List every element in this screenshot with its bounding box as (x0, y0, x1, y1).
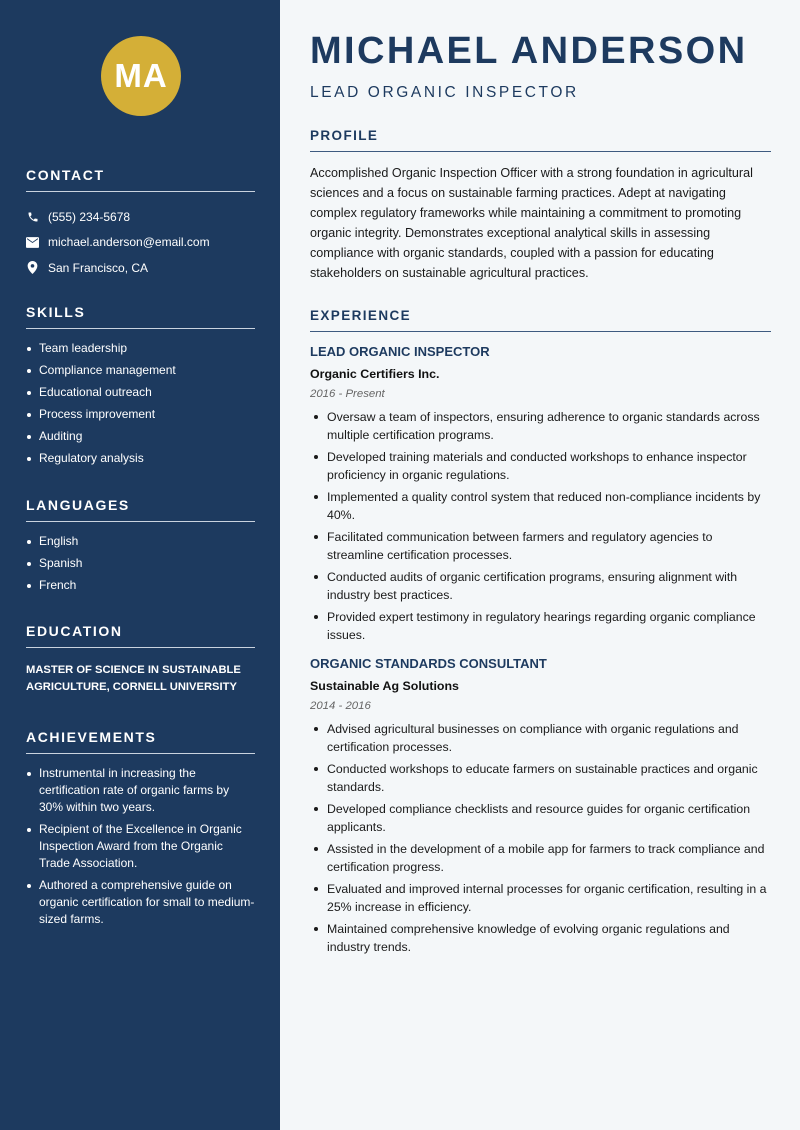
contact-phone-text[interactable]: (555) 234-5678 (48, 209, 131, 224)
language-item: French (26, 577, 255, 594)
contact-location (26, 255, 255, 281)
contact-phone (26, 204, 255, 230)
skill-item: Auditing (26, 428, 255, 445)
skills-list (26, 340, 255, 467)
candidate-name: MICHAEL ANDERSON (310, 30, 748, 72)
skills-heading: SKILLS (26, 304, 255, 329)
achievement-item: Recipient of the Excellence in Organic Inspection Award from the Organic Trade Association. (26, 821, 255, 872)
language-item: English (26, 533, 255, 550)
profile-section (310, 128, 771, 283)
location-icon (26, 261, 39, 274)
languages-heading: LANGUAGES (26, 497, 255, 522)
candidate-title: LEAD ORGANIC INSPECTOR (310, 84, 579, 101)
job-bullet: Conducted workshops to educate farmers on sustainable practices and organic standards. (310, 760, 771, 796)
job-title: LEAD ORGANIC INSPECTOR (310, 344, 490, 359)
job-company: Sustainable Ag Solutions (310, 679, 459, 693)
job-bullet: Assisted in the development of a mobile app for farmers to track compliance and certification progress. (310, 840, 771, 876)
achievements-list (26, 765, 255, 928)
language-item: Spanish (26, 555, 255, 572)
contact-section (26, 167, 255, 281)
job-dates: 2014 - 2016 (310, 700, 371, 712)
skill-item: Compliance management (26, 362, 255, 379)
achievements-section (26, 729, 255, 933)
avatar (101, 36, 181, 116)
achievements-heading: ACHIEVEMENTS (26, 729, 255, 754)
job-bullet: Developed compliance checklists and resource guides for organic certification applicants. (310, 800, 771, 836)
skill-item: Process improvement (26, 406, 255, 423)
languages-section (26, 497, 255, 599)
skill-item: Regulatory analysis (26, 450, 255, 467)
experience-heading: EXPERIENCE (310, 308, 771, 332)
job-bullet: Advised agricultural businesses on compliance with organic regulations and certification processes. (310, 720, 771, 756)
job-bullet: Facilitated communication between farmers and regulatory agencies to streamline certification processes. (310, 528, 771, 564)
profile-heading: PROFILE (310, 128, 771, 152)
job-dates: 2016 - Present (310, 388, 385, 400)
job-bullet: Maintained comprehensive knowledge of evolving organic regulations and industry trends. (310, 920, 771, 956)
job-bullets (310, 720, 771, 956)
achievement-item: Instrumental in increasing the certification rate of organic farms by 30% within two years. (26, 765, 255, 816)
job-bullet: Provided expert testimony in regulatory hearings regarding organic compliance issues. (310, 608, 771, 644)
achievement-item: Authored a comprehensive guide on organic certification for small to medium-sized farms. (26, 877, 255, 928)
job-bullet: Oversaw a team of inspectors, ensuring adherence to organic standards across multiple certification programs. (310, 408, 771, 444)
languages-list (26, 533, 255, 594)
education-section (26, 623, 255, 696)
sidebar (0, 0, 280, 1130)
skills-section (26, 304, 255, 472)
job-company: Organic Certifiers Inc. (310, 367, 440, 381)
job-entry (310, 344, 771, 644)
contact-email-text[interactable]: michael.anderson@email.com (48, 235, 210, 250)
avatar-initials: MA (114, 57, 168, 94)
contact-email (26, 230, 255, 256)
experience-section (310, 308, 771, 960)
job-bullet: Conducted audits of organic certification programs, ensuring alignment with industry best practices. (310, 568, 771, 604)
job-bullets (310, 408, 771, 644)
phone-icon (26, 210, 39, 223)
education-heading: EDUCATION (26, 623, 255, 648)
job-bullet: Evaluated and improved internal processes for organic certification, resulting in a 25% increase in efficiency. (310, 880, 771, 916)
job-bullet: Developed training materials and conducted workshops to enhance inspector proficiency in organic regulations. (310, 448, 771, 484)
skill-item: Team leadership (26, 340, 255, 357)
email-icon (26, 236, 39, 249)
skill-item: Educational outreach (26, 384, 255, 401)
contact-heading: CONTACT (26, 167, 255, 192)
job-title: ORGANIC STANDARDS CONSULTANT (310, 656, 547, 671)
job-entry (310, 656, 771, 956)
profile-text: Accomplished Organic Inspection Officer with a strong foundation in agricultural sciences and a focus on sustainable farming practices. Adept at navigating complex regulatory frameworks while maintaining a commitment to promoting organic integrity. Demonstrates exceptional analytical skills in assessing compliance with organic standards, coupled with a passion for educating stakeholders on sustainable agricultural practices. (310, 166, 753, 280)
job-bullet: Implemented a quality control system that reduced non-compliance incidents by 40%. (310, 488, 771, 524)
contact-location-text: San Francisco, CA (48, 260, 149, 275)
contact-list (26, 204, 255, 281)
education-degree: MASTER OF SCIENCE IN SUSTAINABLE AGRICULTURE, CORNELL UNIVERSITY (26, 664, 241, 693)
